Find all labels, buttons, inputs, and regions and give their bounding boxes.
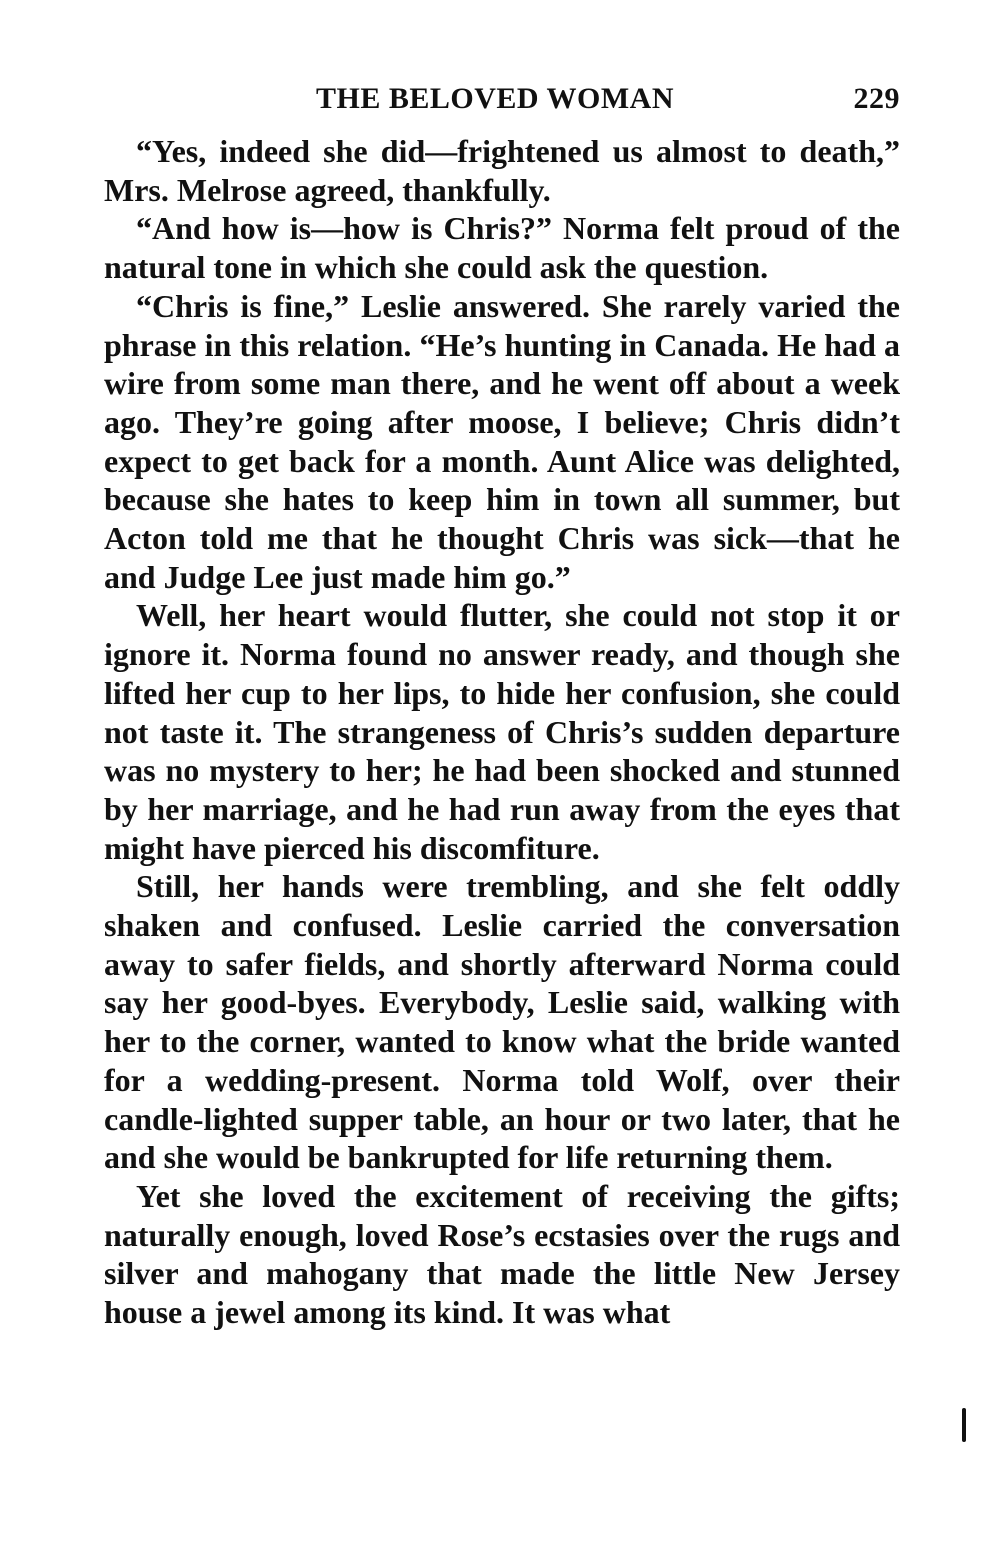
paragraph: “Yes, indeed she did—frightened us almost to death,” Mrs. Melrose agreed, thankfully. bbox=[104, 133, 900, 208]
paragraph: “And how is—how is Chris?” Norma felt proud of the natural tone in which she could ask the question. bbox=[104, 210, 900, 286]
paragraph: Well, her heart would flutter, she could not stop it or ignore it. Norma found no answer ready, and though she lifted her cup to her lips, to hide her confusion, she could not taste it. The strangeness of Chris’s sudden departure was no mystery to her; he had been shocked and stunned by her marriage, and he had run away from the eyes that might have pierced his discomfiture. bbox=[104, 597, 900, 866]
running-head bbox=[104, 82, 900, 126]
paragraph: Yet she loved the excitement of receiving the gifts; naturally enough, loved Rose’s ecstasies over the rugs and silver and mahogany that made the little New Jersey house a jewel among its kind. It was what bbox=[104, 1177, 900, 1331]
paragraph: “Chris is fine,” Leslie answered. She rarely varied the phrase in this relation. “He’s hunting in Canada. He had a wire from some man there, and he went off about a week ago. They’re going after moose, I believe; Chris didn’t expect to get back for a month. Aunt Alice was delighted, because she hates to keep him in town all summer, but Acton told me that he thought Chris was sick—that he and Judge Lee just made him go.” bbox=[104, 287, 900, 595]
margin-mark bbox=[962, 1408, 966, 1442]
running-title: THE BELOVED WOMAN bbox=[316, 82, 674, 115]
page-number: 229 bbox=[853, 82, 900, 115]
body-text bbox=[104, 132, 900, 1332]
paragraph: Still, her hands were trembling, and she felt oddly shaken and confused. Leslie carried the conversation away to safer fields, and shortly afterward Norma could say her good-byes. Everybody, Leslie said, walking with her to the corner, wanted to know what the bride wanted for a wedding-present. Norma told Wolf, over their candle-lighted supper table, an hour or two later, that he and she would be bankrupted for life returning them. bbox=[104, 868, 900, 1176]
